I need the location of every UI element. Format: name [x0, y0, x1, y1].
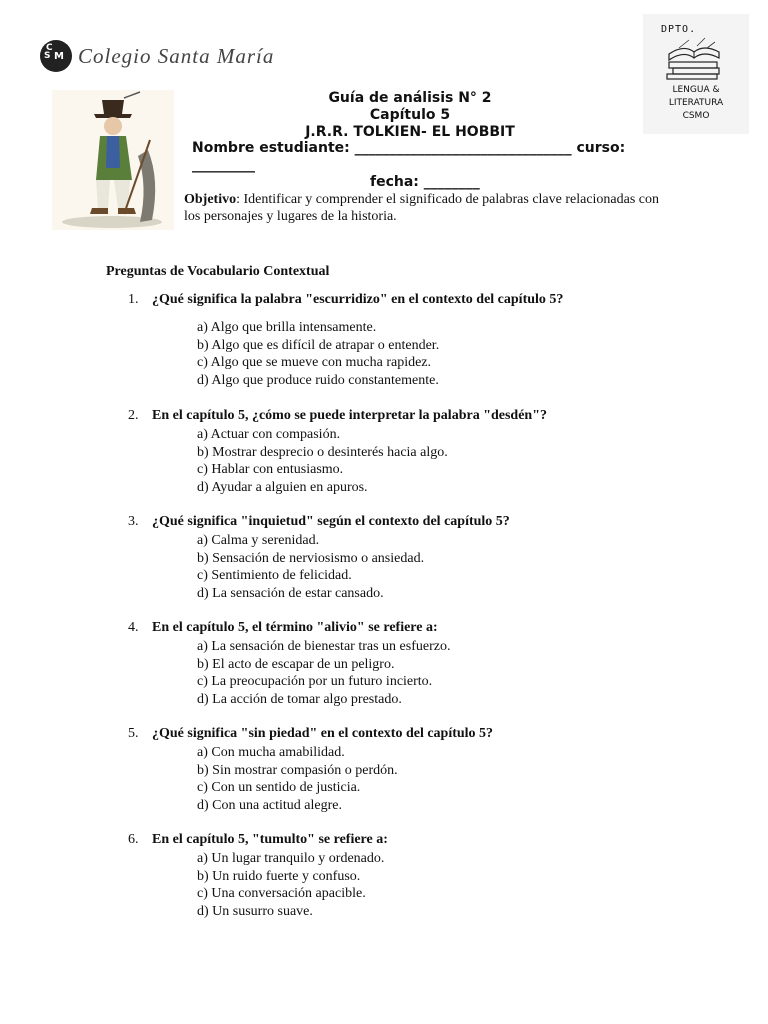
answer-option[interactable]: c) Algo que se mueve con mucha rapidez.: [197, 355, 432, 371]
question-text: ¿Qué significa "sin piedad" en el contexto del capítulo 5?: [152, 726, 494, 741]
answer-option[interactable]: b) El acto de escapar de un peligro.: [197, 656, 395, 672]
answer-option[interactable]: d) La acción de tomar algo prestado.: [197, 692, 402, 708]
answer-option[interactable]: a) Algo que brilla intensamente.: [197, 320, 377, 335]
question-number: 5.: [128, 726, 139, 741]
answer-option[interactable]: d) La sensación de estar cansado.: [197, 586, 384, 602]
department-stamp: [643, 14, 749, 134]
question-text: En el capítulo 5, el término "alivio" se refiere a:: [152, 620, 438, 635]
answer-option[interactable]: c) Hablar con entusiasmo.: [197, 462, 344, 478]
document-header: [180, 90, 640, 141]
answer-options: [197, 426, 448, 497]
question-number: 1.: [128, 292, 139, 307]
guide-title: Guía de análisis N° 2: [328, 90, 492, 106]
answer-options: [197, 319, 439, 390]
answer-option[interactable]: d) Un susurro suave.: [197, 904, 313, 920]
answer-option[interactable]: a) Calma y serenidad.: [197, 533, 320, 548]
answer-options: [197, 744, 398, 815]
answer-option[interactable]: a) Actuar con compasión.: [197, 427, 341, 442]
answer-option[interactable]: d) Algo que produce ruido constantemente.: [197, 373, 439, 389]
objective-text: : Identificar y comprender el significado de palabras clave relacionadas con los personajes y lugares de la historia.: [184, 192, 660, 224]
answer-option[interactable]: c) Sentimiento de felicidad.: [197, 568, 352, 584]
book-title: J.R.R. TOLKIEN- EL HOBBIT: [305, 124, 515, 140]
department-subtitle-line: LITERATURA: [668, 98, 724, 108]
objective-label: Objetivo: [184, 192, 237, 207]
department-subtitle-line: LENGUA &: [672, 85, 720, 95]
hobbit-illustration: [52, 90, 174, 230]
answer-option[interactable]: b) Sin mostrar compasión o perdón.: [197, 762, 398, 778]
student-name-field[interactable]: Nombre estudiante: _______________________________ curso: _________: [192, 140, 626, 173]
school-name: Colegio Santa María: [78, 43, 275, 68]
answer-option[interactable]: d) Ayudar a alguien en apuros.: [197, 480, 368, 496]
answer-option[interactable]: b) Mostrar desprecio o desinterés hacia algo.: [197, 444, 448, 460]
answer-option[interactable]: a) La sensación de bienestar tras un esfuerzo.: [197, 639, 451, 654]
department-subtitle-line: CSMO: [682, 111, 710, 121]
question-text: ¿Qué significa la palabra "escurridizo" en el contexto del capítulo 5?: [152, 292, 564, 307]
answer-option[interactable]: c) Una conversación apacible.: [197, 886, 366, 902]
answer-option[interactable]: c) La preocupación por un futuro incierto.: [197, 674, 433, 690]
answer-option[interactable]: b) Algo que es difícil de atrapar o entender.: [197, 337, 440, 353]
answer-option[interactable]: b) Sensación de nerviosismo o ansiedad.: [197, 550, 425, 566]
answer-option[interactable]: a) Con mucha amabilidad.: [197, 745, 345, 760]
section-title: Preguntas de Vocabulario Contextual: [106, 264, 330, 279]
objective: [184, 191, 664, 225]
answer-option[interactable]: a) Un lugar tranquilo y ordenado.: [197, 851, 385, 866]
department-label: DPTO.: [661, 24, 697, 35]
answer-option[interactable]: b) Un ruido fuerte y confuso.: [197, 868, 361, 884]
answer-option[interactable]: d) Con una actitud alegre.: [197, 798, 343, 814]
answer-option[interactable]: c) Con un sentido de justicia.: [197, 780, 361, 796]
answer-options: [197, 532, 424, 603]
school-logo: [40, 40, 274, 72]
school-seal-icon: C S M: [40, 40, 72, 72]
answer-options: [197, 638, 450, 709]
question-number: 6.: [128, 832, 139, 847]
date-field[interactable]: fecha: ________: [370, 174, 480, 190]
question-text: En el capítulo 5, ¿cómo se puede interpretar la palabra "desdén"?: [152, 408, 547, 423]
answer-options: [197, 850, 384, 921]
question-number: 2.: [128, 408, 139, 423]
books-icon: [659, 36, 729, 81]
chapter-title: Capítulo 5: [369, 107, 451, 123]
question-number: 3.: [128, 514, 139, 529]
question-text: En el capítulo 5, "tumulto" se refiere a:: [152, 832, 388, 847]
department-subtitle: [643, 84, 749, 123]
question-text: ¿Qué significa "inquietud" según el contexto del capítulo 5?: [152, 514, 510, 529]
question-number: 4.: [128, 620, 139, 635]
